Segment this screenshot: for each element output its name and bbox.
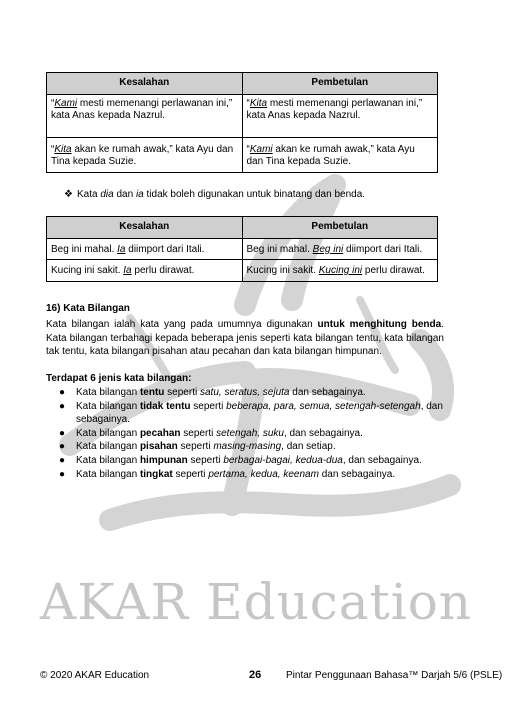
header-kesalahan: Kesalahan — [47, 73, 243, 95]
bullet-icon: ● — [59, 400, 66, 412]
list-item: ● Kata bilangan himpunan seperti berbagai-bagai, kedua-dua, dan sebagainya. — [59, 454, 422, 466]
table-row — [47, 137, 438, 172]
section-subtitle: Terdapat 6 jenis kata bilangan: — [46, 373, 192, 384]
pronoun-table-1 — [46, 72, 438, 173]
types-list — [46, 386, 446, 481]
table-cell: Kucing ini sakit. Kucing ini perlu dirawat. — [242, 260, 438, 282]
table-row — [47, 94, 438, 137]
header-pembetulan: Pembetulan — [242, 73, 438, 95]
header-pembetulan: Pembetulan — [242, 217, 438, 239]
list-item: ● Kata bilangan tidak tentu seperti beberapa, para, semua, setengah-setengah, dan sebagainya. — [59, 400, 443, 426]
list-item: ● Kata bilangan pecahan seperti setengah, suku, dan sebagainya. — [59, 427, 363, 439]
pronoun-table-2 — [46, 216, 438, 282]
table-cell: Beg ini mahal. Beg ini diimport dari Itali. — [242, 238, 438, 260]
footer-book-title: Pintar Penggunaan Bahasa™ Darjah 5/6 (PSLE) — [286, 670, 503, 681]
bullet-icon: ● — [59, 454, 66, 466]
watermark-text: AKAR Education — [40, 573, 472, 631]
header-kesalahan: Kesalahan — [47, 217, 243, 239]
table-cell: “Kami akan ke rumah awak,” kata Ayu dan Tina kepada Suzie. — [242, 137, 438, 172]
bullet-icon: ● — [59, 468, 66, 480]
diamond-bullet-icon: ❖ — [64, 189, 73, 200]
table-cell: “Kita mesti memenangi perlawanan ini,” kata Anas kepada Nazrul. — [242, 94, 438, 137]
table-row — [47, 260, 438, 282]
bullet-icon: ● — [59, 427, 66, 439]
list-item: ● Kata bilangan pisahan seperti masing-masing, dan setiap. — [59, 441, 336, 453]
table-header-row — [47, 217, 438, 239]
table-cell: Beg ini mahal. Ia diimport dari Itali. — [47, 238, 243, 260]
bullet-icon: ● — [59, 441, 66, 453]
section-paragraph: Kata bilangan ialah kata yang pada umumnya digunakan untuk menghitung benda. Kata bilangan terbahagi kepada beberapa jenis seperti kata bilangan tentu, kata bilangan tak tentu, kata bilangan pisahan atau pecahan dan kata bilangan himpunan. — [46, 319, 444, 357]
table-cell: “Kami mesti memenangi perlawanan ini,” kata Anas kepada Nazrul. — [47, 94, 243, 137]
table-cell: “Kita akan ke rumah awak,” kata Ayu dan Tina kepada Suzie. — [47, 137, 243, 172]
list-item: ● Kata bilangan tentu seperti satu, seratus, sejuta dan sebagainya. — [59, 387, 366, 398]
table-cell: Kucing ini sakit. Ia perlu dirawat. — [47, 260, 243, 282]
table-header-row — [47, 73, 438, 95]
page-number: 26 — [249, 669, 262, 681]
bullet-icon: ● — [59, 387, 66, 398]
section-title: 16) Kata Bilangan — [46, 303, 130, 314]
list-item: ● Kata bilangan tingkat seperti pertama, kedua, keenam dan sebagainya. — [59, 468, 396, 480]
footer-copyright: © 2020 AKAR Education — [40, 670, 150, 681]
usage-note: ❖ Kata dia dan ia tidak boleh digunakan untuk binatang dan benda. — [64, 189, 366, 200]
table-row — [47, 238, 438, 260]
